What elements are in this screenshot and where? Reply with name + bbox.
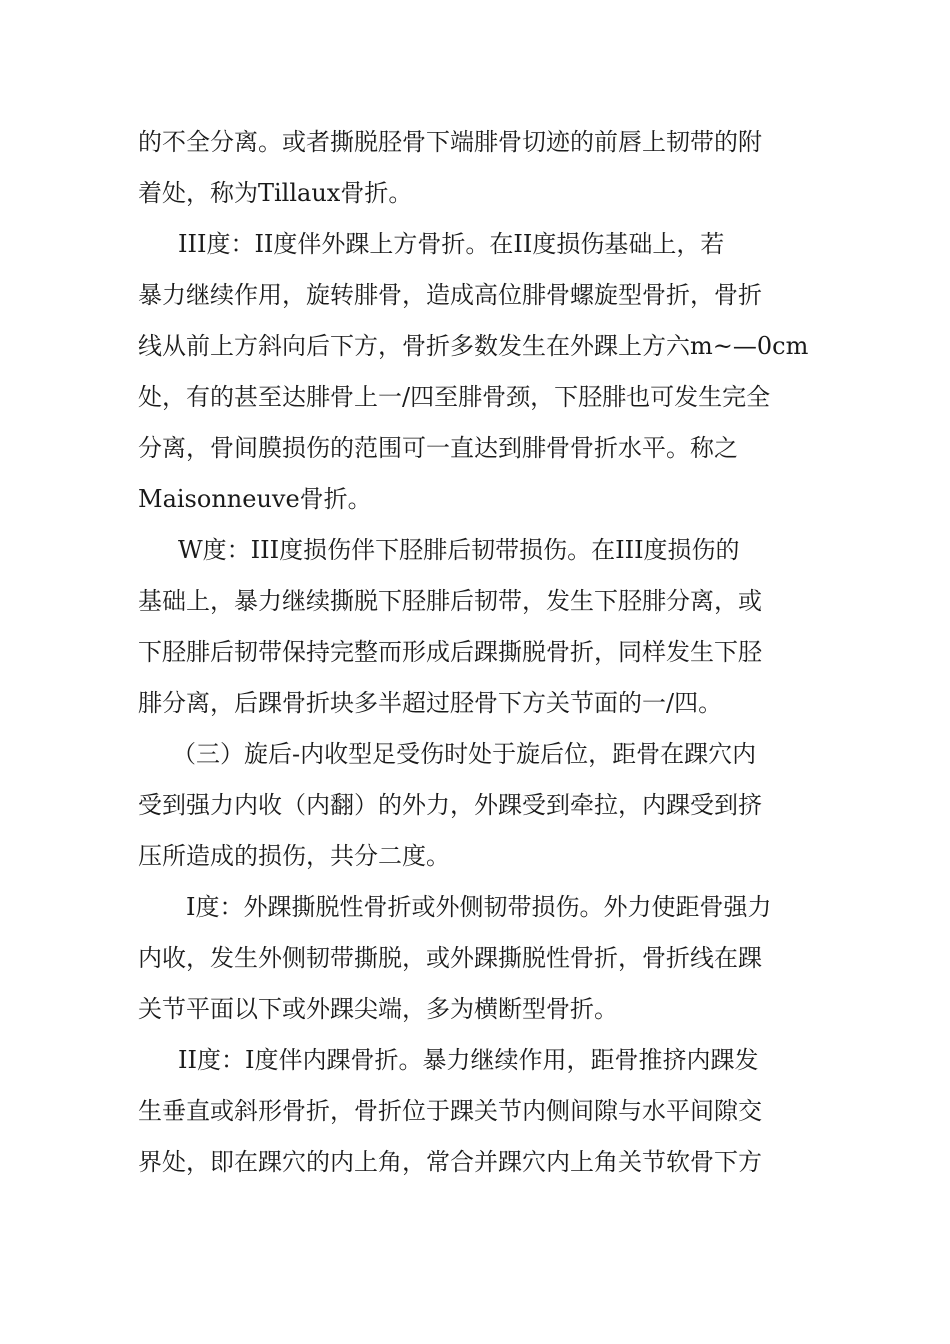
body-text: [138, 117, 828, 1188]
text-line: Maisonneuve骨折。: [138, 485, 372, 513]
text-line: 暴力继续作用，旋转腓骨，造成高位腓骨螺旋型骨折，骨折: [138, 281, 762, 309]
paragraph-start-line: W度：III度损伤伴下胫腓后韧带损伤。在III度损伤的: [178, 536, 740, 564]
text-line: 线从前上方斜向后下方，骨折多数发生在外踝上方六m~—0cm: [138, 332, 809, 360]
text-line: 内收，发生外侧韧带撕脱，或外踝撕脱性骨折，骨折线在踝: [138, 944, 762, 972]
text-line: 的不全分离。或者撕脱胫骨下端腓骨切迹的前唇上韧带的附: [138, 128, 762, 156]
text-line: 基础上，暴力继续撕脱下胫腓后韧带，发生下胫腓分离，或: [138, 587, 762, 615]
paragraph-start-line: （三）旋后-内收型足受伤时处于旋后位，距骨在踝穴内: [172, 740, 757, 768]
paragraph-start-line: II度：I度伴内踝骨折。暴力继续作用，距骨推挤内踝发: [178, 1046, 759, 1074]
text-line: 着处，称为Tillaux骨折。: [138, 179, 413, 207]
text-line: 受到强力内收（内翻）的外力，外踝受到牵拉，内踝受到挤: [138, 791, 762, 819]
text-line: 界处，即在踝穴的内上角，常合并踝穴内上角关节软骨下方: [138, 1148, 762, 1176]
text-line: 压所造成的损伤，共分二度。: [138, 842, 450, 870]
text-line: 下胫腓后韧带保持完整而形成后踝撕脱骨折，同样发生下胫: [138, 638, 762, 666]
text-line: 生垂直或斜形骨折，骨折位于踝关节内侧间隙与水平间隙交: [138, 1097, 762, 1125]
text-line: 处，有的甚至达腓骨上一/四至腓骨颈，下胫腓也可发生完全: [138, 383, 771, 411]
paragraph-start-line: I度：外踝撕脱性骨折或外侧韧带损伤。外力使距骨强力: [186, 893, 772, 921]
text-line: 分离，骨间膜损伤的范围可一直达到腓骨骨折水平。称之: [138, 434, 738, 462]
text-line: 腓分离，后踝骨折块多半超过胫骨下方关节面的一/四。: [138, 689, 723, 717]
text-line: 关节平面以下或外踝尖端，多为横断型骨折。: [138, 995, 618, 1023]
paragraph-start-line: III度：II度伴外踝上方骨折。在II度损伤基础上，若: [178, 230, 725, 258]
